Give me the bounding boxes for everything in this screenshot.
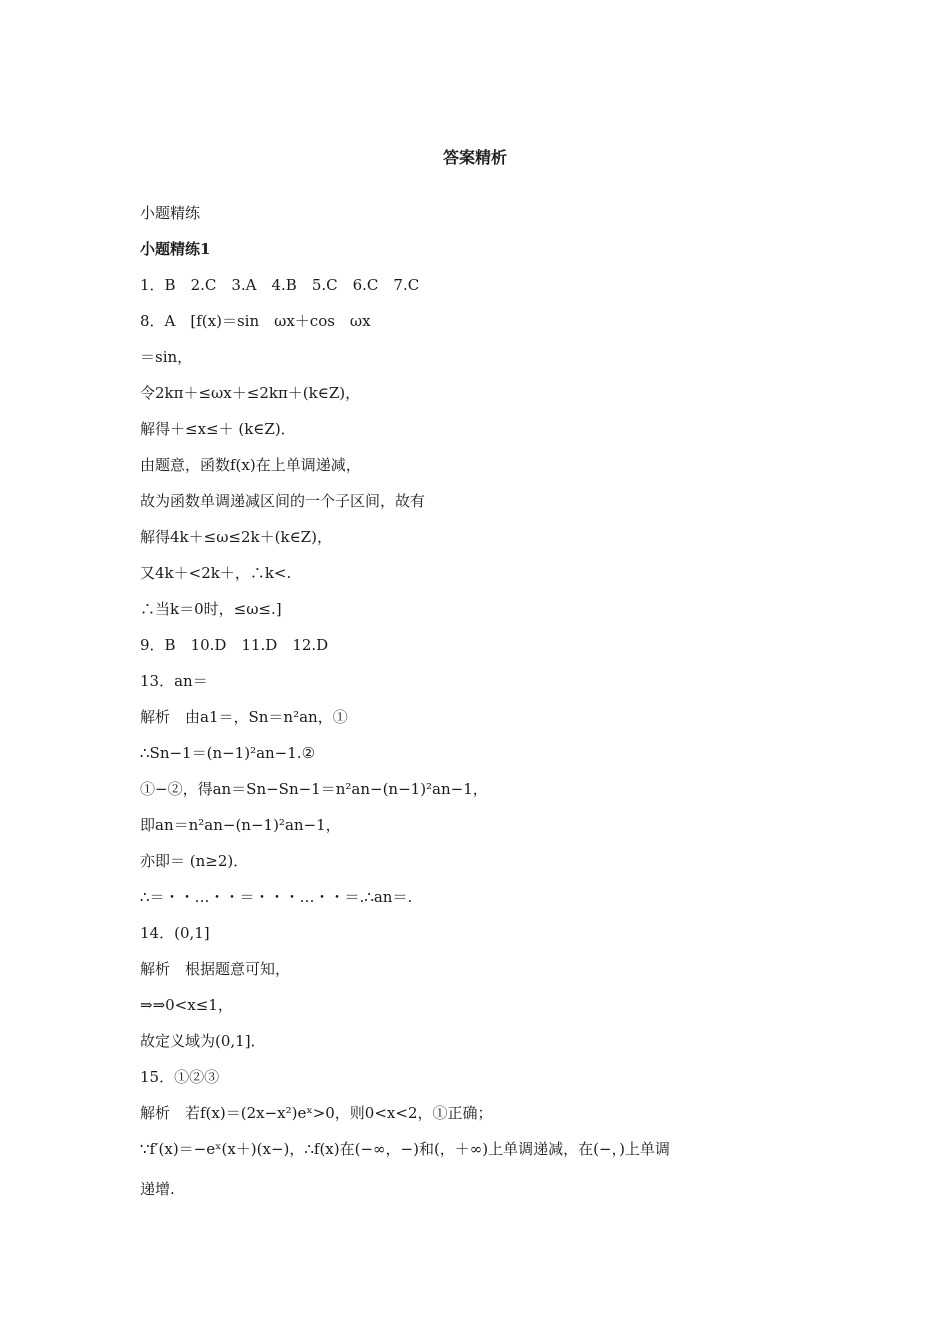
- answer-lines: [140, 203, 820, 1215]
- answer-line: 解得＋≤x≤＋ (k∈Z)．: [140, 420, 296, 438]
- answer-line: 解得4k＋≤ω≤2k＋(k∈Z)，: [140, 528, 332, 546]
- answer-line: ⇒⇒0<x≤1，: [140, 996, 233, 1014]
- answer-line: ∴当k＝0时，≤ω≤.]: [140, 600, 282, 618]
- section-heading: 小题精练: [140, 204, 201, 222]
- answer-line: ∴＝・・…・・＝・・・…・・＝.∴an＝.: [140, 888, 413, 906]
- answer-line: 1．B 2.C 3.A 4.B 5.C 6.C 7.C: [140, 276, 420, 294]
- answer-line: 由题意，函数f(x)在上单调递减，: [140, 456, 361, 474]
- answer-line: 令2kπ＋≤ωx＋≤2kπ＋(k∈Z)，: [140, 384, 361, 402]
- answer-line: 8．A [f(x)＝sin ωx＋cos ωx: [140, 312, 371, 330]
- answer-line: 又4k＋<2k＋，∴k<.: [140, 564, 292, 582]
- answer-line: ＝sin，: [140, 348, 193, 366]
- answer-line: 即an＝n²an−(n−1)²an−1，: [140, 816, 341, 834]
- answer-line: 故为函数单调递减区间的一个子区间，故有: [140, 492, 426, 510]
- answer-line: 解析 由a1＝，Sn＝n²an，①: [140, 708, 348, 726]
- answer-line: 故定义域为(0,1]．: [140, 1032, 266, 1050]
- answer-line: 9．B 10.D 11.D 12.D: [140, 636, 329, 654]
- answer-line: 15．①②③: [140, 1068, 220, 1086]
- answer-line: ∴Sn−1＝(n−1)²an−1.②: [140, 744, 316, 762]
- answer-line: ①−②，得an＝Sn−Sn−1＝n²an−(n−1)²an−1，: [140, 780, 488, 798]
- page-title: 答案精析: [442, 148, 507, 167]
- answer-line: ∵f′(x)＝−eˣ(x＋)(x−)，∴f(x)在(−∞，−)和(，＋∞)上单调递减，在(−，)上单调: [140, 1140, 670, 1158]
- answer-line: 13．an＝: [140, 672, 208, 690]
- subsection-heading: 小题精练1: [140, 240, 211, 258]
- answer-line: 亦即＝ (n≥2)．: [140, 852, 249, 870]
- answer-line: 14．(0,1]: [140, 924, 210, 942]
- answer-line: 解析 若f(x)＝(2x−x²)eˣ>0，则0<x<2，①正确；: [140, 1104, 493, 1122]
- answer-line: 解析 根据题意可知，: [140, 960, 291, 978]
- answer-line: 递增.: [140, 1180, 175, 1198]
